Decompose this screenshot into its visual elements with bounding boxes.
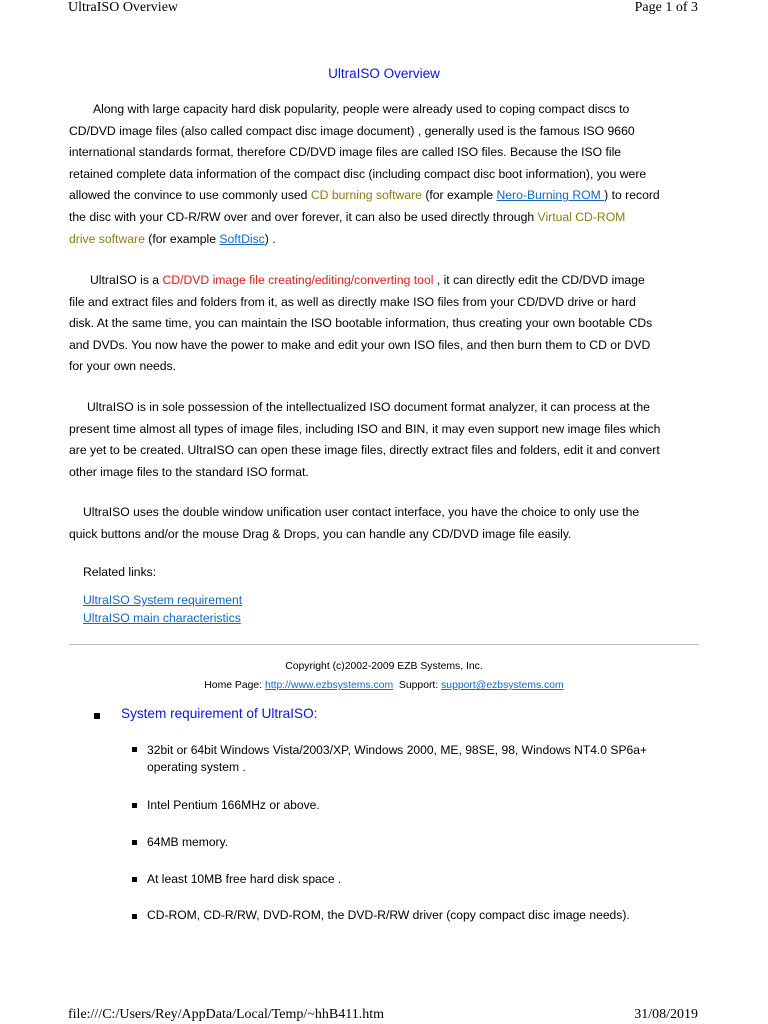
- footer-date: 31/08/2019: [634, 1007, 698, 1022]
- link-system-requirement[interactable]: UltraISO System requirement: [83, 593, 243, 607]
- header-title: UltraISO Overview: [68, 0, 179, 15]
- related-links-label: Related links:: [83, 565, 157, 579]
- drive-software-text: drive software: [69, 231, 145, 246]
- requirement-item: At least 10MB free hard disk space .: [147, 872, 342, 886]
- para2-line: UltraISO is a CD/DVD image file creating/editing/converting tool , it can directly edit the CD/DVD image: [90, 273, 645, 287]
- bullet-icon: [132, 877, 137, 882]
- link-main-characteristics[interactable]: UltraISO main characteristics: [83, 611, 241, 625]
- para2-line: disk. At the same time, you can maintain the ISO bootable information, thus creating your own bootable CDs: [69, 316, 653, 331]
- para4-line: quick buttons and/or the mouse Drag & Drops, you can handle any CD/DVD image file easily.: [69, 526, 572, 541]
- page-footer: [0, 1007, 768, 1024]
- para3-line: other image files to the standard ISO format.: [69, 464, 309, 479]
- para1-line: allowed the convince to use commonly used CD burning software (for example Nero-Burning ROM ) to record: [69, 188, 660, 203]
- para1-line: CD/DVD image files (also called compact disc image document) , generally used is the famous ISO 9660: [69, 123, 635, 138]
- intro-paragraph: [69, 99, 709, 250]
- para2-line: file and extract files and folders from it, as well as directly make ISO files from your CD/DVD drive or hard: [69, 294, 636, 309]
- virtual-cdrom-text: Virtual CD-ROM: [537, 209, 626, 224]
- analyzer-paragraph: [69, 397, 709, 483]
- requirement-item: 64MB memory.: [147, 835, 229, 849]
- tool-description-text: CD/DVD image file creating/editing/converting tool: [162, 273, 437, 287]
- page-title: UltraISO Overview: [328, 66, 440, 81]
- contact-line: Home Page: http://www.ezbsystems.com Support: support@ezbsystems.com: [204, 680, 564, 691]
- para2-line: for your own needs.: [69, 359, 177, 374]
- bullet-icon: [132, 803, 137, 808]
- softdisc-link[interactable]: SoftDisc: [219, 231, 265, 246]
- cd-burning-software-text: CD burning software: [310, 188, 422, 203]
- para1-line: drive software (for example SoftDisc) .: [69, 231, 276, 246]
- para4-line: UltraISO uses the double window unification user contact interface, you have the choice to only use the: [83, 505, 640, 519]
- copyright-text: Copyright (c)2002-2009 EZB Systems, Inc.: [285, 661, 483, 672]
- bullet-icon: [132, 914, 137, 919]
- header-page-number: Page 1 of 3: [634, 0, 698, 15]
- description-paragraph: [69, 270, 709, 378]
- support-email-link[interactable]: support@ezbsystems.com: [441, 680, 564, 691]
- page-header: [0, 0, 768, 20]
- para3-line: are yet to be created. UltraISO can open these image files, directly extract files and folders, edit it and convert: [69, 443, 660, 458]
- para3-line: UltraISO is in sole possession of the intellectualized ISO document format analyzer, it can process at the: [87, 400, 650, 414]
- bullet-icon: [132, 747, 137, 752]
- para1-line: international standards format, therefore CD/DVD image files are called ISO files. Because the ISO file: [69, 145, 622, 160]
- divider: [69, 644, 699, 645]
- interface-paragraph: [69, 502, 709, 545]
- bullet-icon: [94, 713, 100, 719]
- requirement-item: Intel Pentium 166MHz or above.: [147, 798, 320, 812]
- para3-line: present time almost all types of image files, including ISO and BIN, it may even support new image files which: [69, 421, 661, 436]
- bullet-icon: [132, 840, 137, 845]
- requirement-item: CD-ROM, CD-R/RW, DVD-ROM, the DVD-R/RW driver (copy compact disc image needs).: [147, 908, 630, 922]
- requirement-item: 32bit or 64bit Windows Vista/2003/XP, Windows 2000, ME, 98SE, 98, Windows NT4.0 SP6a+ operating system .: [147, 743, 648, 774]
- system-requirement-heading: System requirement of UltraISO:: [121, 706, 318, 721]
- para2-line: and DVDs. You now have the power to make and edit your own ISO files, and then burn them to CD or DVD: [69, 337, 651, 352]
- home-page-link[interactable]: http://www.ezbsystems.com: [264, 680, 394, 691]
- footer-file-path: file:///C:/Users/Rey/AppData/Local/Temp/~hhB411.htm: [68, 1007, 384, 1022]
- para1-line: retained complete data information of the compact disc (including compact disc boot information), you were: [69, 166, 647, 181]
- para1-line: the disc with your CD-R/RW over and over forever, it can also be used directly through Virtual CD-ROM: [69, 209, 626, 224]
- nero-burning-rom-link[interactable]: Nero-Burning ROM: [496, 188, 605, 203]
- para1-line: Along with large capacity hard disk popularity, people were already used to coping compact discs to: [93, 102, 630, 116]
